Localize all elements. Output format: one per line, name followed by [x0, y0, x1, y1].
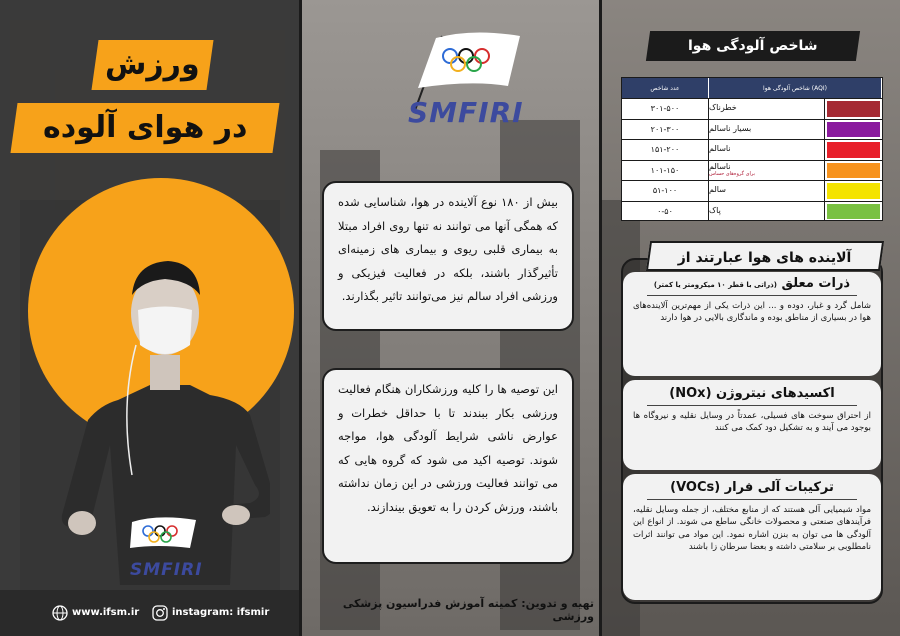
- divider: [599, 0, 602, 636]
- aqi-swatch: [827, 204, 880, 220]
- logo-text-small: SMFIRI: [130, 560, 203, 580]
- olympic-flag-logo-small: [128, 514, 200, 552]
- aqi-row: [622, 119, 882, 140]
- pollutant-title: اکسیدهای نیتروژن (NOx): [669, 386, 835, 401]
- aqi-range: ۰-۵۰: [622, 202, 709, 222]
- globe-icon: [52, 605, 68, 621]
- aqi-range: ۱۰۱-۱۵۰: [622, 161, 709, 181]
- aqi-row: [622, 180, 882, 201]
- aqi-range: ۵۱-۱۰۰: [622, 181, 709, 201]
- aqi-row: [622, 98, 882, 119]
- pollutant-body: از احتراق سوخت های فسیلی، عمدتاً در وسایل نقلیه و نیروگاه ها بوجود می آیند و به تشکیل دود کمک می کنند: [633, 411, 871, 434]
- aqi-row: [622, 160, 882, 181]
- instagram-link[interactable]: instagram: ifsmir: [172, 607, 270, 618]
- pollutant-title: ترکیبات آلی فرار (VOCs): [670, 480, 834, 495]
- divider: [299, 0, 302, 636]
- aqi-row: [622, 201, 882, 222]
- aqi-label: خطرناک: [709, 99, 825, 119]
- aqi-swatch: [827, 101, 880, 117]
- intro-card: بیش از ۱۸۰ نوع آلاینده در هوا، شناسایی شده که همگی آنها می توانند نه تنها روی افراد مبتلا به بیماری قلبی ریوی و بیماری های زمینه‌ای تأثیرگذار باشند، بلکه در فعالیت فیزیکی و ورزشی افراد سالم نیز می‌توانند تاثیر بگذارند.: [322, 181, 574, 331]
- aqi-range: ۲۰۱-۳۰۰: [622, 120, 709, 140]
- pollutant-vocs: [623, 474, 881, 600]
- pollutant-body: مواد شیمیایی آلی هستند که از منابع مختلف، از جمله وسایل نقلیه، فرآیندهای صنعتی و محصولات خانگی ساطع می شوند. از انواع این آلودگی ها می توان به بنزن اشاره نمود. این مواد می توانند اثرات نامطلوبی بر سلامتی داشته و بعضا سرطان زا باشند: [633, 505, 871, 552]
- aqi-heading: شاخص آلودگی هوا: [646, 31, 860, 61]
- title-line-1: ورزش: [91, 40, 213, 90]
- website-link[interactable]: www.ifsm.ir: [72, 607, 140, 618]
- credit-text: تهیه و تدوین: کمیته آموزش فدراسیون پزشکی ورزشی: [342, 597, 594, 623]
- pollutant-title: ذرات معلق: [781, 276, 851, 291]
- aqi-label: ناسالم: [709, 140, 825, 160]
- aqi-col-label: شاخص آلودگی هوا (AQI): [709, 78, 882, 98]
- aqi-swatch: [827, 122, 880, 138]
- aqi-row: [622, 139, 882, 160]
- aqi-swatch: [827, 183, 880, 199]
- advice-card: این توصیه ها را کلیه ورزشکاران هنگام فعالیت ورزشی بکار ببندند تا با حداقل خطرات و عوارض ناشی شرایط آلودگی هوا، مواجه شوند. توصیه اکید می شود که گروه هایی که می توانند فعالیت ورزشی در این زمان نداشته باشند، ورزش کردن را به تعویق بیندازند.: [322, 368, 574, 564]
- instagram-icon: [152, 605, 168, 621]
- aqi-range: ۳۰۱-۵۰۰: [622, 99, 709, 119]
- aqi-label: بسیار ناسالم: [709, 120, 825, 140]
- pollutant-nox: [623, 380, 881, 470]
- aqi-range: ۱۵۱-۲۰۰: [622, 140, 709, 160]
- pollutant-pm: [623, 272, 881, 376]
- aqi-label: ناسالم برای گروه‌های حساس: [709, 161, 825, 181]
- aqi-label: پاک: [709, 202, 825, 222]
- aqi-swatch: [827, 142, 880, 158]
- title-line-2: در هوای آلوده: [10, 103, 279, 153]
- aqi-label: سالم: [709, 181, 825, 201]
- aqi-table: [621, 77, 883, 221]
- pollutants-heading: آلاینده های هوا عبارتند از: [646, 241, 884, 271]
- pollutant-subtitle: (ذراتی با قطر ۱۰ میکرومتر یا کمتر): [653, 281, 777, 289]
- aqi-col-index: عدد شاخص: [622, 78, 709, 98]
- logo-text: SMFIRI: [408, 96, 524, 129]
- pollutant-body: شامل گرد و غبار، دوده و ... این ذرات یکی از مهم‌ترین آلاینده‌های هوا در بسیاری از مناطق بوده و ماندگاری بالایی در هوا دارند: [633, 301, 871, 324]
- aqi-note: برای گروه‌های حساس: [709, 170, 756, 177]
- aqi-swatch: [827, 163, 880, 179]
